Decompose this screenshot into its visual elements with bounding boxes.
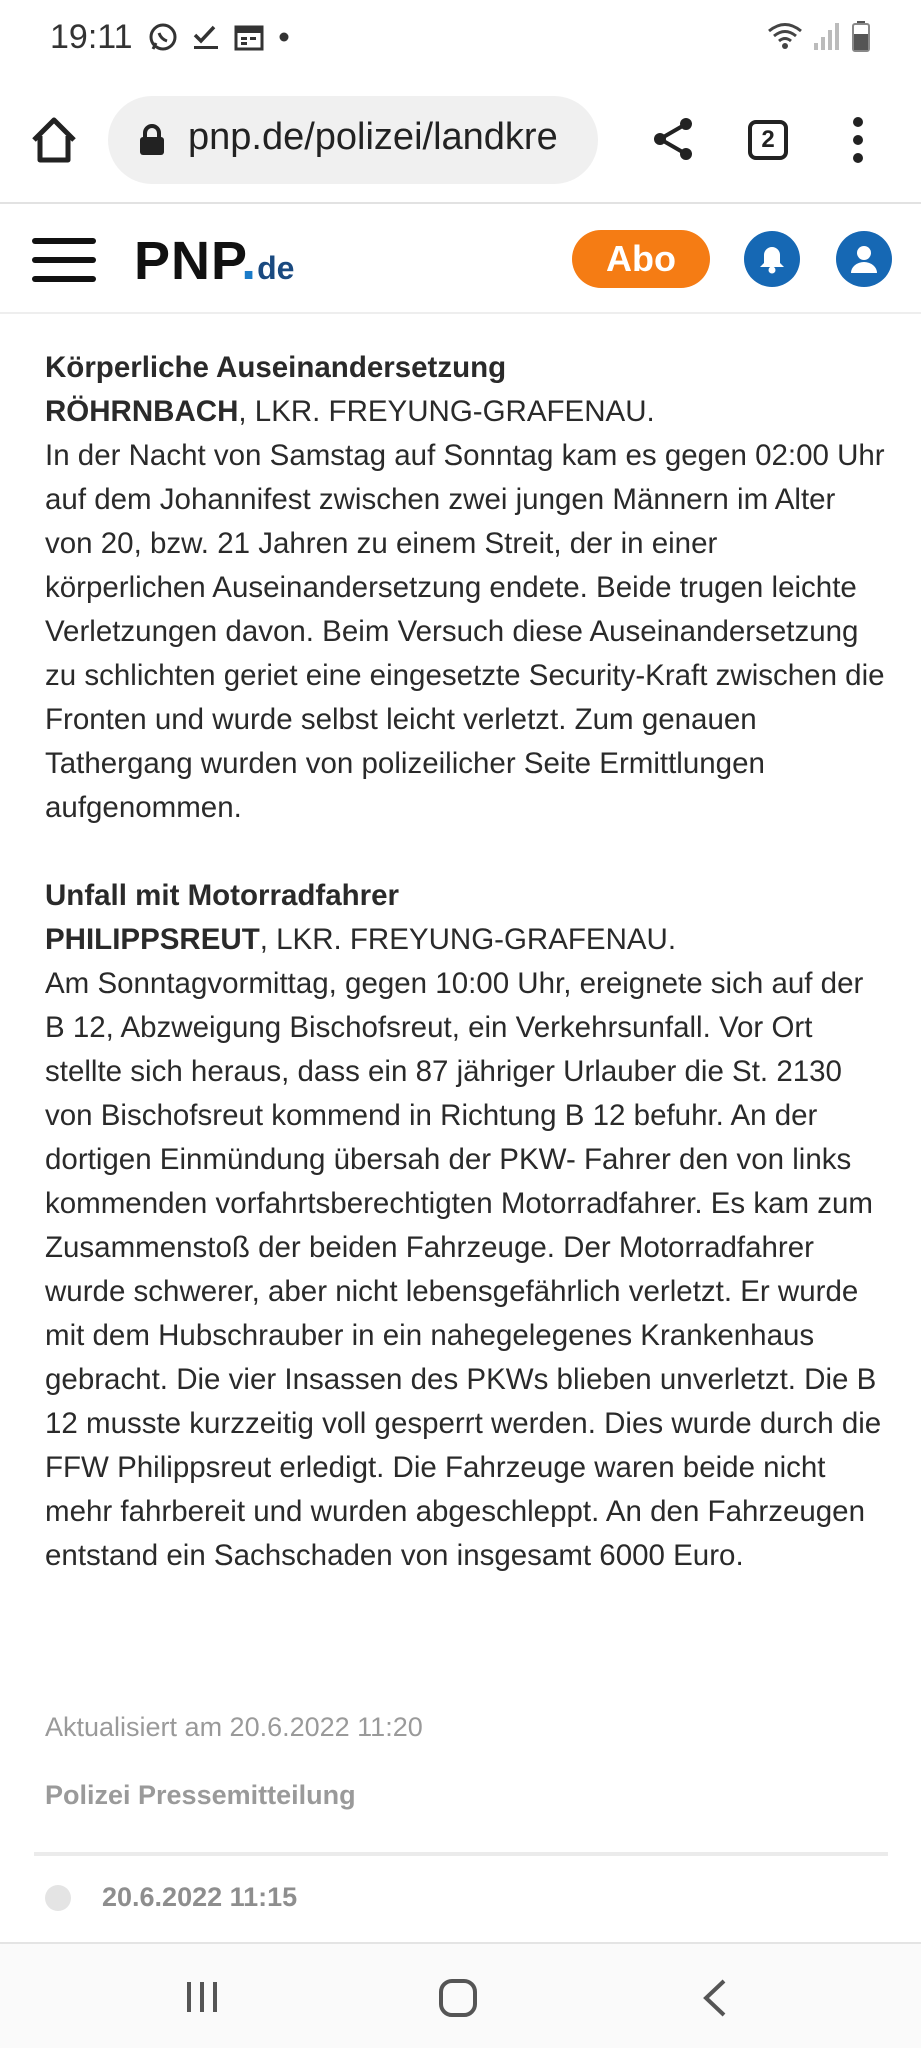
section-heading: Unfall mit Motorradfahrer (45, 879, 400, 912)
more-options-icon[interactable] (848, 116, 868, 164)
url-text: pnp.de/polizei/landkre (188, 116, 558, 158)
timeline-dot (45, 1885, 71, 1911)
tabs-count-button[interactable]: 2 (748, 120, 788, 160)
section-body: Am Sonntagvormittag, gegen 10:00 Uhr, ereignete sich auf der B 12, Abzweigung Bischofsreut, ein Verkehrsunfall. Vor Ort stellte sich heraus, dass ein 87 jähriger Urlauber die St. 2130 von Bischofsreut kommend in Richtung B 12 befuhr. An der dortigen Einmündung übersah der PKW- Fahrer den von links kommenden vorfahrtsberechtigten Motorradfahrer. Es kam zum Zusammenstoß der beiden Fahrzeuge. Der Motorradfahrer wurde schwerer, aber nicht lebensgefährlich verletzt. Er wurde mit dem Hubschrauber in ein nahegelegenes Krankenhaus gebracht. Die vier Insassen des PKWs blieben unverletzt. Die B 12 musste kurzzeitig voll gesperrt werden. Dies wurde durch die FFW Philippsreut erledigt. Die Fahrzeuge waren beide nicht mehr fahrbereit und wurden abgeschleppt. An den Fahrzeugen entstand ein Sachschaden von insgesamt 6000 Euro. (45, 967, 882, 1572)
article-source: Polizei Pressemitteilung (45, 1780, 356, 1810)
article-body (45, 346, 885, 1578)
battery-icon (851, 20, 871, 52)
browser-toolbar (0, 78, 921, 204)
share-icon[interactable] (648, 114, 698, 164)
system-nav-bar (0, 1942, 921, 2048)
status-icons-left (148, 22, 290, 52)
recent-apps-icon[interactable] (184, 1980, 220, 2014)
calendar-icon (234, 23, 264, 51)
notifications-button[interactable] (744, 231, 800, 287)
hamburger-menu-icon[interactable] (32, 238, 96, 282)
logo-dot: . (241, 231, 258, 291)
site-header (0, 204, 921, 314)
site-logo[interactable] (134, 230, 294, 292)
abo-button[interactable]: Abo (572, 230, 710, 288)
section-district: , LKR. FREYUNG-GRAFENAU. (259, 923, 677, 956)
divider (34, 1852, 888, 1856)
next-entry-timestamp[interactable]: 20.6.2022 11:15 (102, 1882, 298, 1912)
status-time: 19:11 (50, 18, 133, 56)
section-body: In der Nacht von Samstag auf Sonntag kam es gegen 02:00 Uhr auf dem Johannifest zwischen zwei jungen Männern im Alter von 20, bzw. 21 Jahren zu einem Streit, der in einer körperlichen Auseinandersetzung endete. Beide trugen leichte Verletzungen davon. Beim Versuch diese Auseinandersetzung zu schlichten geriet eine eingesetzte Security-Kraft zwischen die Fronten und wurde selbst leicht verletzt. Zum genauen Tathergang wurden von polizeilicher Seite Ermittlungen aufgenommen. (45, 439, 885, 824)
notification-dot-icon (278, 31, 290, 43)
user-icon (850, 244, 878, 274)
task-check-icon (192, 23, 220, 51)
whatsapp-icon (148, 22, 178, 52)
wifi-icon (767, 21, 803, 51)
account-button[interactable] (836, 231, 892, 287)
section-district: , LKR. FREYUNG-GRAFENAU. (238, 395, 655, 428)
section-location-line (45, 918, 885, 962)
section-place: RÖHRNBACH (45, 395, 239, 428)
logo-suffix: de (257, 250, 295, 286)
bell-icon (758, 244, 786, 274)
logo-main: PNP (134, 231, 242, 291)
signal-icon (813, 21, 841, 51)
home-nav-icon[interactable] (438, 1978, 478, 2018)
lock-icon (138, 124, 166, 156)
status-bar (0, 0, 921, 78)
url-bar[interactable] (108, 96, 598, 184)
section-place: PHILIPPSREUT (45, 923, 260, 956)
back-icon[interactable] (700, 1978, 730, 2018)
home-icon[interactable] (28, 114, 80, 166)
section-heading: Körperliche Auseinandersetzung (45, 351, 507, 384)
updated-timestamp: Aktualisiert am 20.6.2022 11:20 (45, 1712, 423, 1742)
section-location-line (45, 390, 885, 434)
status-icons-right (767, 20, 871, 52)
